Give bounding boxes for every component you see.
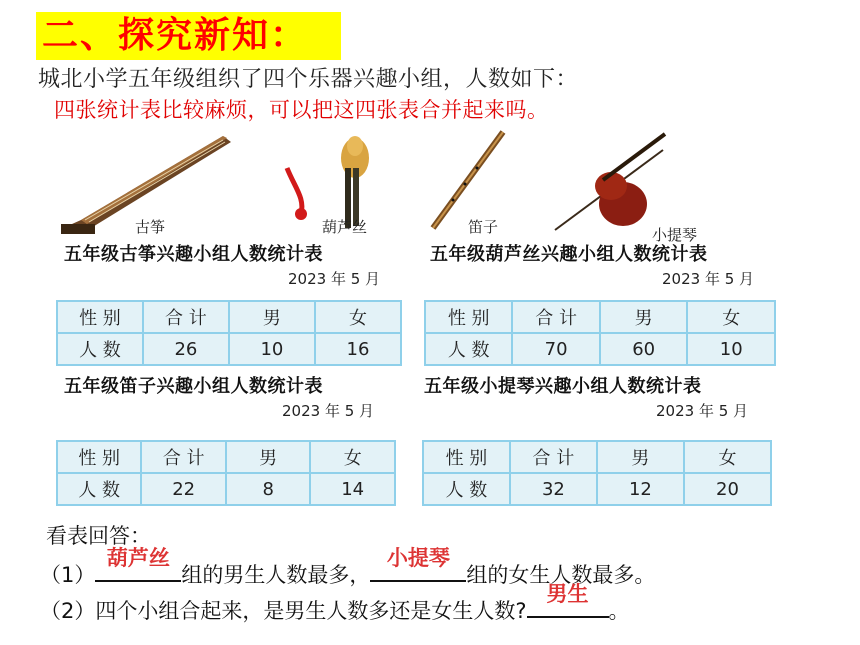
q2-answer: 男生 [546, 582, 589, 606]
table-cell: 人 数 [423, 473, 510, 505]
table-cell: 26 [143, 333, 229, 365]
table-cell: 20 [684, 473, 771, 505]
table-cell: 性 别 [423, 441, 510, 473]
table-title: 五年级葫芦丝兴趣小组人数统计表 [430, 244, 708, 265]
table-title: 五年级小提琴兴趣小组人数统计表 [424, 376, 702, 397]
table-cell: 性 别 [57, 441, 141, 473]
table-cell: 合 计 [141, 441, 226, 473]
instrument-label-violin: 小提琴 [652, 226, 698, 244]
table-cell: 女 [684, 441, 771, 473]
table-row [425, 333, 775, 365]
table-cell: 10 [229, 333, 315, 365]
table-cell: 男 [600, 301, 688, 333]
question-text: 四张统计表比较麻烦，可以把这四张表合并起来吗。 [54, 98, 549, 122]
table-cell: 14 [310, 473, 395, 505]
table-header-row [425, 301, 775, 333]
table-cell: 16 [315, 333, 401, 365]
table-cell: 合 计 [143, 301, 229, 333]
table-title: 五年级笛子兴趣小组人数统计表 [64, 376, 323, 397]
stats-table-guzheng [56, 300, 402, 366]
dizi-icon [433, 132, 503, 228]
table-row [423, 473, 771, 505]
table-cell: 女 [310, 441, 395, 473]
violin-icon [555, 134, 665, 230]
table-cell: 10 [687, 333, 775, 365]
table-cell: 人 数 [425, 333, 512, 365]
answer-heading: 看表回答： [46, 524, 151, 548]
q1-blank-1 [95, 546, 181, 582]
table-row [57, 333, 401, 365]
table-cell: 8 [226, 473, 310, 505]
instrument-illustrations [55, 128, 805, 238]
table-cell: 性 别 [425, 301, 512, 333]
table-row [57, 473, 395, 505]
table-date: 2023 年 5 月 [662, 270, 755, 288]
table-cell: 70 [512, 333, 600, 365]
table-header-row [57, 301, 401, 333]
table-cell: 22 [141, 473, 226, 505]
table-cell: 32 [510, 473, 597, 505]
table-cell: 人 数 [57, 333, 143, 365]
table-cell: 12 [597, 473, 684, 505]
q1-answer-2: 小提琴 [386, 546, 450, 570]
table-cell: 男 [597, 441, 684, 473]
q2-suffix: 。 [608, 599, 630, 623]
table-cell: 女 [687, 301, 775, 333]
q2-text: （2）四个小组合起来，是男生人数多还是女生人数? [40, 599, 527, 623]
table-cell: 人 数 [57, 473, 141, 505]
instrument-label-hulusi: 葫芦丝 [322, 218, 368, 236]
stats-table-violin [422, 440, 772, 506]
instrument-label-guzheng: 古筝 [135, 218, 166, 236]
hulusi-icon [287, 136, 369, 228]
table-cell: 女 [315, 301, 401, 333]
q2-blank [527, 582, 609, 618]
instrument-label-dizi: 笛子 [468, 218, 499, 236]
table-date: 2023 年 5 月 [282, 402, 375, 420]
table-cell: 性 别 [57, 301, 143, 333]
stats-table-dizi [56, 440, 396, 506]
q1-mid: 组的男生人数最多， [181, 563, 371, 587]
table-header-row [423, 441, 771, 473]
q1-blank-2 [370, 546, 466, 582]
table-cell: 合 计 [510, 441, 597, 473]
q1-suffix: 组的女生人数最多。 [466, 563, 656, 587]
table-cell: 合 计 [512, 301, 600, 333]
table-title: 五年级古筝兴趣小组人数统计表 [64, 244, 323, 265]
section-title: 二、探究新知： [36, 12, 341, 60]
question-2 [40, 582, 630, 625]
table-cell: 男 [226, 441, 310, 473]
q1-prefix: （1） [40, 563, 96, 587]
table-cell: 男 [229, 301, 315, 333]
q1-answer-1: 葫芦丝 [106, 546, 170, 570]
table-cell: 60 [600, 333, 688, 365]
table-header-row [57, 441, 395, 473]
table-date: 2023 年 5 月 [656, 402, 749, 420]
intro-text: 城北小学五年级组织了四个乐器兴趣小组，人数如下： [38, 67, 579, 92]
table-date: 2023 年 5 月 [288, 270, 381, 288]
stats-table-hulusi [424, 300, 776, 366]
